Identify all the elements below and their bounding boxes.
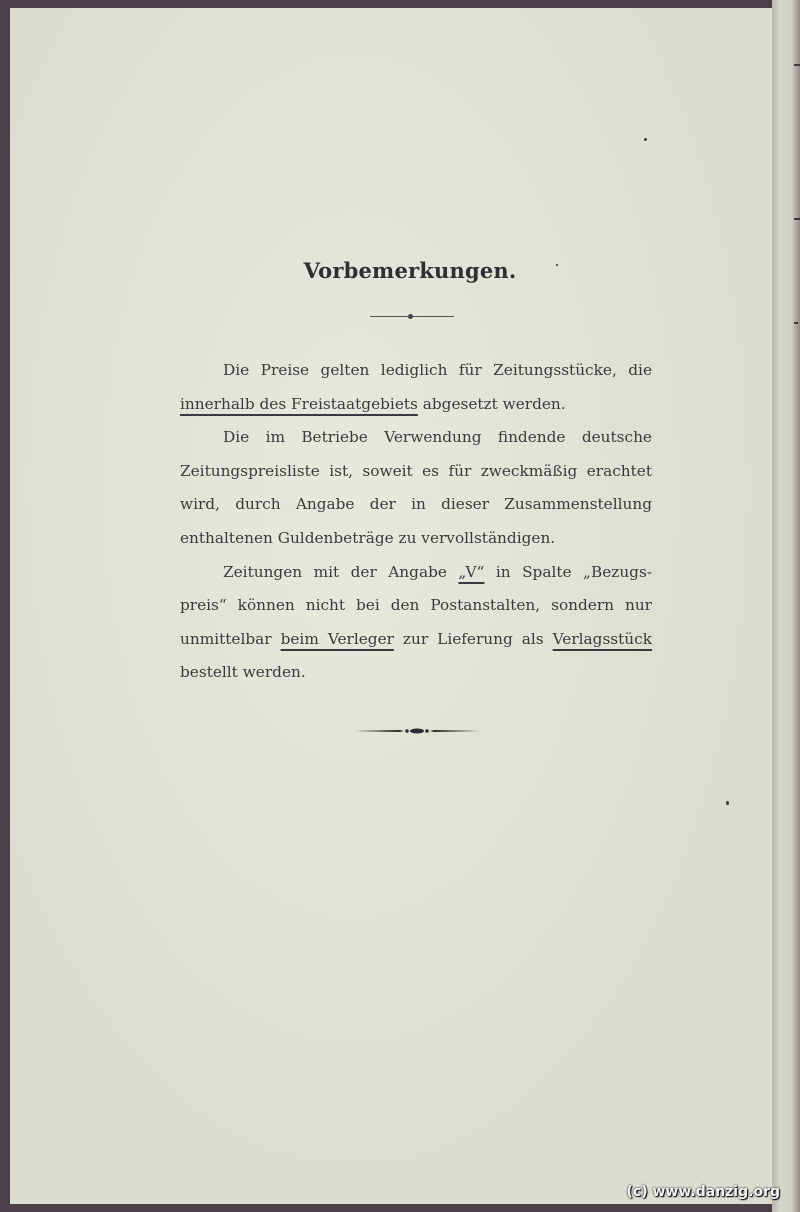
ornament-divider xyxy=(352,720,482,742)
dust-speck xyxy=(644,138,647,141)
body-text xyxy=(180,354,652,690)
paragraph-newspapers xyxy=(180,556,652,690)
next-page-edge xyxy=(772,0,800,1212)
paragraph-newspapers-middle: in Spalte „Bezugs-preis“ können nicht bei den Postanstalten, sondern nur unmittelbar xyxy=(180,562,652,648)
underlined-publisher-copy: Verlagsstück xyxy=(552,629,652,648)
title-divider-dot xyxy=(408,314,413,319)
edge-mark xyxy=(794,64,800,66)
edge-mark xyxy=(794,218,800,220)
paragraph-newspapers-start: Zeitungen mit der Angabe xyxy=(223,562,459,581)
underlined-territory: innerhalb des Freistaatgebiets xyxy=(180,394,418,413)
paragraph-pricelist: Die im Betriebe Verwendung findende deutsche Zeitungspreisliste ist, soweit es für zweckmäßig erachtet wird, durch Angabe der in dieser Zusammenstellung enthaltenen Guldenbeträge zu vervollständigen. xyxy=(180,428,652,547)
edge-mark xyxy=(794,322,798,324)
paragraph-prices xyxy=(180,354,652,421)
paragraph-newspapers-end: bestellt werden. xyxy=(180,663,306,682)
underlined-publisher: beim Verleger xyxy=(280,629,394,648)
paragraph-prices-text: Die Preise gelten lediglich für Zeitungsstücke, die xyxy=(223,361,652,379)
paragraph-prices-end: abgesetzt werden. xyxy=(417,394,566,413)
page-title: Vorbemerkungen. xyxy=(303,258,517,283)
underlined-v-mark: „V“ xyxy=(458,562,485,581)
dust-speck xyxy=(726,801,729,805)
paragraph-newspapers-delivery: zur Lieferung als xyxy=(393,629,553,648)
copyright-watermark: (c) www.danzig.org xyxy=(626,1184,780,1200)
